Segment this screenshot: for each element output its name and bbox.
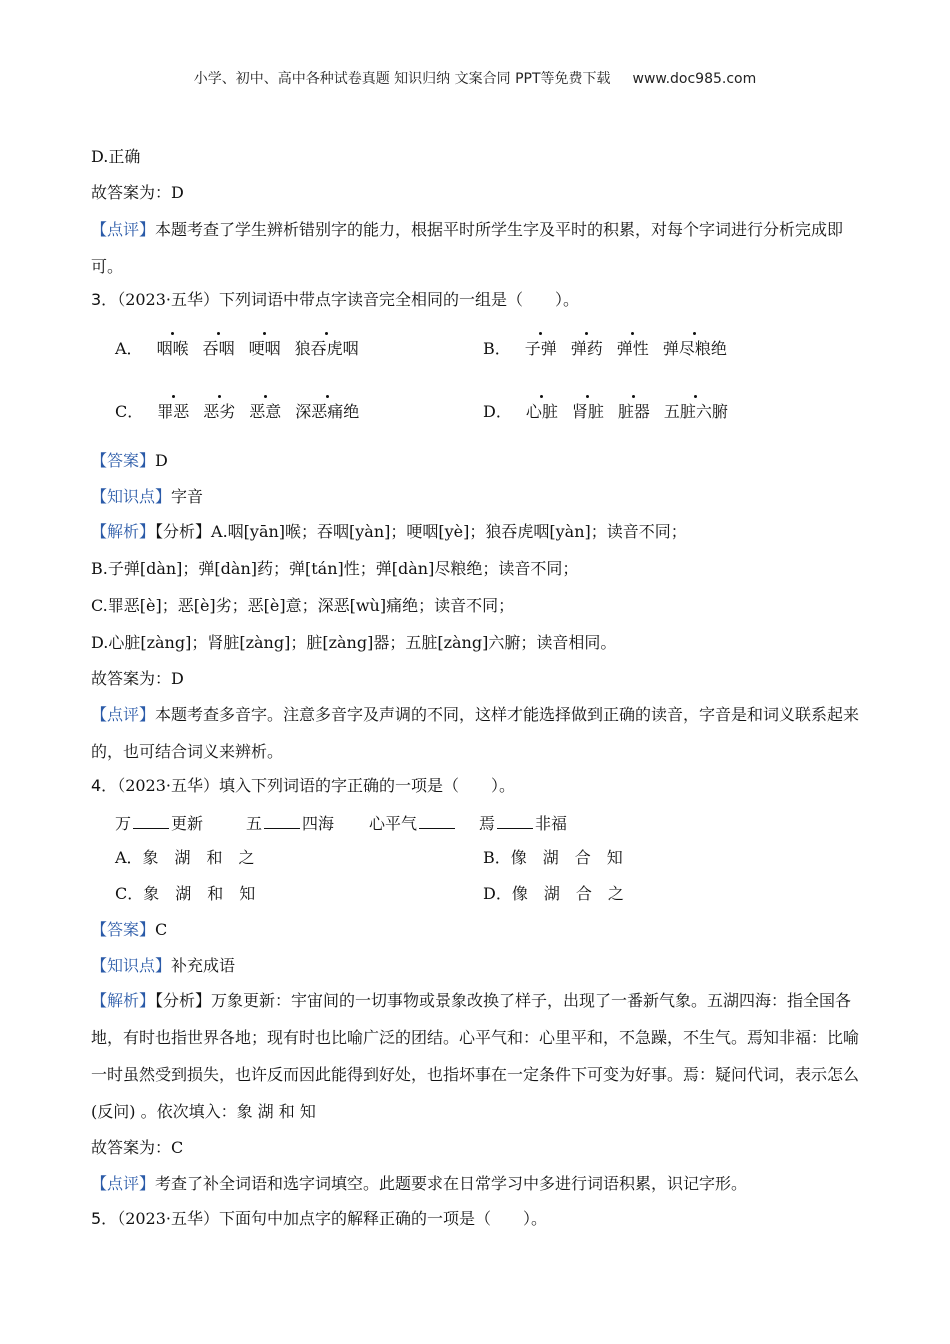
option-word: 咽喉 [156, 339, 189, 358]
q3-option-c [115, 402, 359, 422]
comment-tag: 【点评】 [91, 1174, 156, 1193]
answer-tag: 【答案】 [91, 920, 156, 939]
option-word: 恶意 [249, 402, 282, 421]
analysis-text: 【分析】万象更新：宇宙间的一切事物或景象改换了样子，出现了一番新气象。五湖四海：指全国各地，有时也指世界各地；现有时也比喻广泛的团结。心平气和：心里平和，不急躁，不生气。焉知非福：比喻一时虽然受到损失，也许反而因此能得到好处，也指坏事在一定条件下可变为好事。焉：疑问代词，表示怎么(反问) 。依次填入：象 湖 和 知 [91, 991, 860, 1121]
q4-option-d: D．像 湖 合 之 [483, 884, 624, 903]
analysis-tag: 【解析】 [91, 991, 156, 1010]
q2-comment [91, 211, 861, 285]
blank [133, 814, 169, 829]
q4-option-b: B．像 湖 合 知 [483, 848, 623, 867]
option-word: 心脏 [525, 402, 558, 421]
q4-answer-line: 故答案为：C [91, 1138, 184, 1157]
option-word: 弹药 [570, 339, 603, 358]
q4-fill-1: 万 更新 [115, 814, 204, 833]
answer-tag: 【答案】 [91, 451, 156, 470]
q4-fill-3: 心平气 [369, 811, 457, 834]
q2-answer-line: 故答案为：D [91, 183, 184, 202]
q3-analysis-d: D.心脏[zàng]；肾脏[zàng]；脏[zàng]器；五脏[zàng]六腑；读音相同。 [91, 633, 617, 652]
option-letter: A． [115, 339, 143, 358]
option-word: 吞咽 [202, 339, 235, 358]
question-stem: 填入下列词语的字正确的一项是（ ）。 [219, 776, 516, 795]
q3-comment [91, 696, 861, 770]
answer-value: C [155, 920, 168, 939]
q4-comment [91, 1174, 861, 1194]
option-word: 子弹 [524, 339, 557, 358]
blank [264, 814, 300, 829]
q3-answer-line: 故答案为：D [91, 669, 184, 688]
q4-answer [91, 920, 861, 940]
option-letter: B． [483, 339, 511, 358]
question-source: （2023·五华） [117, 1209, 219, 1228]
analysis-text: 【分析】A.咽[yān]喉；吞咽[yàn]；哽咽[yè]；狼吞虎咽[yàn]；读音不同； [155, 522, 687, 541]
q4-analysis [91, 982, 861, 1130]
answer-value: D [155, 451, 168, 470]
blank [497, 814, 533, 829]
comment-text: 本题考查多音字。注意多音字及声调的不同，这样才能选择做到正确的读音，字音是和词义联系起来的，也可结合词义来辨析。 [91, 705, 860, 761]
knowledge-value: 字音 [171, 487, 204, 506]
question-stem: 下列词语中带点字读音完全相同的一组是（ ）。 [219, 290, 580, 309]
q3-analysis-a [91, 522, 861, 542]
q3-option-a [115, 339, 359, 359]
option-word: 弹尽粮绝 [662, 339, 727, 358]
knowledge-tag: 【知识点】 [91, 487, 172, 506]
question-number: 5． [91, 1209, 118, 1228]
option-word: 哽咽 [248, 339, 281, 358]
q4-fill-2: 五 四海 [246, 814, 335, 833]
q4-fill-4: 焉 非福 [479, 814, 568, 833]
q3-knowledge [91, 487, 861, 507]
option-word: 恶劣 [203, 402, 236, 421]
question-source: （2023·五华） [117, 290, 219, 309]
option-word: 罪恶 [157, 402, 190, 421]
knowledge-value: 补充成语 [171, 956, 236, 975]
q3-answer [91, 451, 861, 471]
q4-knowledge [91, 956, 861, 976]
header-text: 小学、初中、高中各种试卷真题 知识归纳 文案合同 PPT等免费下载 [193, 71, 611, 87]
option-word: 肾脏 [571, 402, 604, 421]
q3-option-b [483, 339, 727, 359]
question-number: 4． [91, 776, 118, 795]
option-word: 深恶痛绝 [295, 402, 360, 421]
question-source: （2023·五华） [117, 776, 219, 795]
q3-analysis-b: B.子弹[dàn]；弹[dàn]药；弹[tán]性；弹[dàn]尽粮绝；读音不同； [91, 559, 579, 578]
comment-tag: 【点评】 [91, 220, 156, 239]
comment-text: 考查了补全词语和选字词填空。此题要求在日常学习中多进行词语积累，识记字形。 [155, 1174, 748, 1193]
q5-stem [91, 1209, 861, 1229]
blank [419, 814, 455, 829]
comment-text: 本题考查了学生辨析错别字的能力，根据平时所学生字及平时的积累，对每个字词进行分析完成即可。 [91, 220, 844, 276]
knowledge-tag: 【知识点】 [91, 956, 172, 975]
option-word: 狼吞虎咽 [294, 339, 359, 358]
q4-option-c: C．象 湖 和 知 [115, 884, 256, 903]
q3-analysis-c: C.罪恶[è]；恶[è]劣；恶[è]意；深恶[wù]痛绝；读音不同； [91, 596, 515, 615]
option-word: 五脏六腑 [663, 402, 728, 421]
option-word: 脏器 [617, 402, 650, 421]
question-stem: 下面句中加点字的解释正确的一项是（ ）。 [219, 1209, 548, 1228]
question-number: 3． [91, 290, 118, 309]
option-word: 弹性 [616, 339, 649, 358]
option-letter: D． [483, 402, 512, 421]
q3-stem [91, 290, 861, 310]
page-header [0, 68, 950, 88]
q3-option-d [483, 402, 728, 422]
comment-tag: 【点评】 [91, 705, 156, 724]
q2-option-d: D.正确 [91, 147, 141, 166]
header-site: www.doc985.com [632, 71, 757, 87]
option-letter: C． [115, 402, 144, 421]
q4-stem [91, 776, 861, 796]
analysis-tag: 【解析】 [91, 522, 156, 541]
q4-option-a: A．象 湖 和 之 [115, 848, 255, 867]
